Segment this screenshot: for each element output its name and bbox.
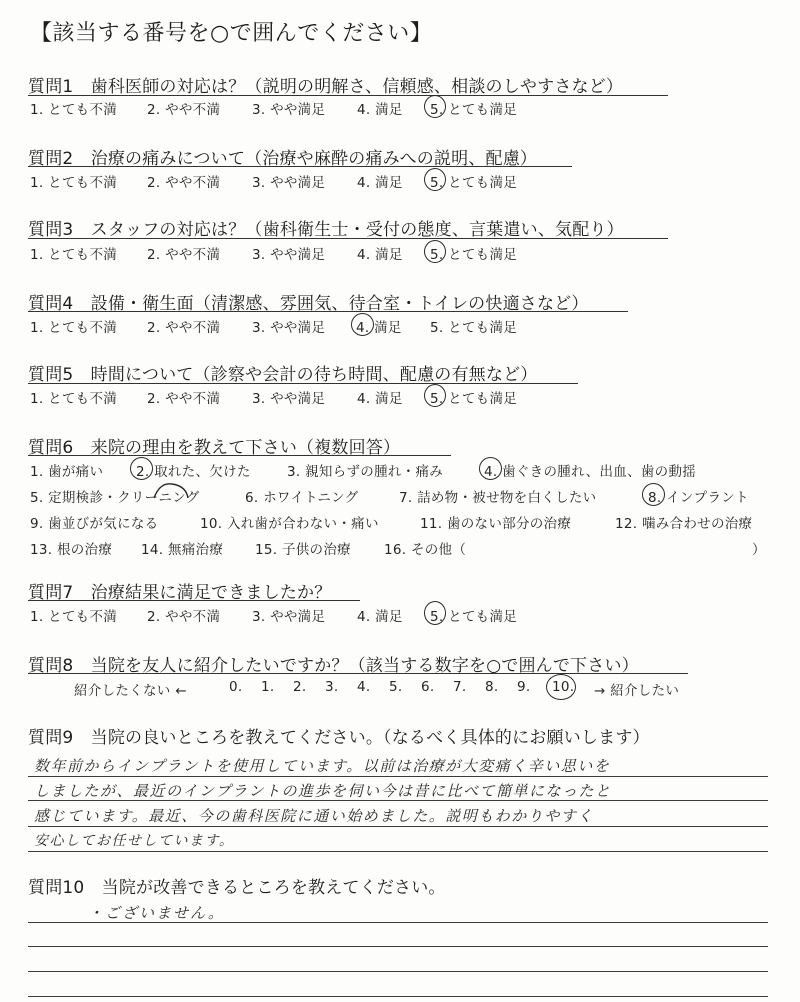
q2-option-1[interactable]: 1. とても不満 [30, 175, 118, 191]
q3-option-4[interactable]: 4. 満足 [357, 247, 403, 263]
question-2-title: 質問2 治療の痛みについて（治療や麻酔の痛みへの説明、配慮） [28, 149, 538, 169]
question-8-underline [28, 673, 688, 674]
q9-handwriting-line-1: 数年前からインプラントを使用しています。以前は治療が大変痛く辛い思いを [34, 757, 611, 775]
q9-handwriting-line-4: 安心してお任せしています。 [34, 833, 235, 849]
q8-scale-10[interactable]: 10. [552, 679, 575, 695]
q1-option-3[interactable]: 3. やや満足 [252, 102, 326, 118]
question-9-title: 質問9 当院の良いところを教えてください。（なるべく具体的にお願いします） [28, 728, 650, 748]
q6-option-8[interactable]: 8. インプラント [648, 490, 749, 506]
q5-selection-circle [424, 384, 446, 407]
question-4-title: 質問4 設備・衛生面（清潔感、雰囲気、待合室・トイレの快適さなど） [28, 294, 589, 314]
q6-selection-circle-4 [479, 457, 502, 480]
q5-option-4[interactable]: 4. 満足 [357, 391, 403, 407]
q3-option-2[interactable]: 2. やや不満 [147, 247, 221, 263]
q8-scale-high-label: → 紹介したい [594, 683, 680, 699]
question-1-underline [28, 95, 668, 96]
q6-option-9[interactable]: 9. 歯並びが気になる [30, 516, 159, 532]
q8-scale-3[interactable]: 3. [325, 679, 339, 695]
q4-selection-circle [351, 313, 374, 336]
q6-option-13[interactable]: 13. 根の治療 [30, 542, 113, 558]
question-7-underline [28, 600, 360, 601]
q2-selection-circle [424, 168, 446, 191]
q9-writing-line-1 [28, 776, 768, 777]
q6-option-5[interactable]: 5. 定期検診・クリーニング [30, 490, 200, 506]
q10-handwriting: ・ございません。 [88, 904, 225, 922]
question-2-underline [28, 166, 572, 167]
q8-scale-0[interactable]: 0. [229, 679, 243, 695]
q6-option-11[interactable]: 11. 歯のない部分の治療 [420, 516, 572, 532]
q6-option-4[interactable]: 4. 歯ぐきの腫れ、出血、歯の動揺 [484, 464, 697, 480]
q9-handwriting-line-3: 感じています。最近、今の歯科医院に通い始めました。説明もわかりやすく [34, 807, 594, 825]
q9-writing-line-3 [28, 826, 768, 827]
q7-selection-circle [424, 601, 446, 625]
q6-option-1[interactable]: 1. 歯が痛い [30, 464, 104, 480]
q8-selection-circle [546, 674, 576, 700]
question-10-title: 質問10 当院が改善できるところを教えてください。 [28, 878, 446, 898]
q6-option-3[interactable]: 3. 親知らずの腫れ・痛み [287, 464, 444, 480]
q5-option-2[interactable]: 2. やや不満 [147, 391, 221, 407]
q2-option-3[interactable]: 3. やや満足 [252, 175, 326, 191]
q7-option-3[interactable]: 3. やや満足 [252, 609, 326, 625]
q8-scale-1[interactable]: 1. [261, 679, 275, 695]
q6-option-10[interactable]: 10. 入れ歯が合わない・痛い [200, 516, 379, 532]
q3-selection-circle [424, 240, 446, 263]
q5-option-5[interactable]: 5. とても満足 [430, 391, 518, 407]
q10-writing-line-2 [28, 946, 768, 947]
question-4-underline [28, 311, 628, 312]
q8-scale-6[interactable]: 6. [421, 679, 435, 695]
q6-option-2[interactable]: 2. 取れた、欠けた [136, 464, 251, 480]
q3-option-5[interactable]: 5. とても満足 [430, 247, 518, 263]
q6-option-6[interactable]: 6. ホワイトニング [245, 490, 359, 506]
q9-handwriting-line-2: しましたが、最近のインプラントの進歩を伺い今は昔に比べて簡単になったと [34, 782, 612, 800]
q5-option-1[interactable]: 1. とても不満 [30, 391, 118, 407]
question-5-underline [28, 383, 578, 384]
q1-selection-circle [424, 95, 446, 118]
q6-option-16-close: ） [752, 542, 766, 558]
q4-option-4[interactable]: 4. 満足 [356, 320, 402, 336]
q2-option-5[interactable]: 5. とても満足 [430, 175, 518, 191]
q9-writing-line-4 [28, 851, 768, 852]
q4-option-3[interactable]: 3. やや満足 [252, 320, 326, 336]
q7-option-1[interactable]: 1. とても不満 [30, 609, 118, 625]
q8-scale-2[interactable]: 2. [293, 679, 307, 695]
question-7-title: 質問7 治療結果に満足できましたか？ [28, 583, 332, 603]
stray-pen-mark [150, 478, 194, 506]
q1-option-1[interactable]: 1. とても不満 [30, 102, 118, 118]
q8-scale-7[interactable]: 7. [453, 679, 467, 695]
q1-option-4[interactable]: 4. 満足 [357, 102, 403, 118]
q8-scale-4[interactable]: 4. [357, 679, 371, 695]
q2-option-4[interactable]: 4. 満足 [357, 175, 403, 191]
q1-option-5[interactable]: 5. とても満足 [430, 102, 518, 118]
q6-option-14[interactable]: 14. 無痛治療 [141, 542, 224, 558]
q10-writing-line-3 [28, 971, 768, 972]
form-header: 【該当する番号を○で囲んでください】 [30, 21, 433, 46]
question-5-title: 質問5 時間について（診察や会計の待ち時間、配慮の有無など） [28, 365, 538, 385]
question-6-title: 質問6 来院の理由を教えて下さい（複数回答） [28, 438, 401, 458]
q6-selection-circle-8 [642, 483, 665, 506]
question-8-title: 質問8 当院を友人に紹介したいですか？（該当する数字を○で囲んで下さい） [28, 656, 639, 676]
q7-option-2[interactable]: 2. やや不満 [147, 609, 221, 625]
question-6-underline [28, 455, 451, 456]
question-3-underline [28, 238, 668, 239]
q3-option-1[interactable]: 1. とても不満 [30, 247, 118, 263]
q4-option-2[interactable]: 2. やや不満 [147, 320, 221, 336]
question-1-title: 質問1 歯科医師の対応は？（説明の明解さ、信頼感、相談のしやすさなど） [28, 77, 624, 97]
q2-option-2[interactable]: 2. やや不満 [147, 175, 221, 191]
q6-option-12[interactable]: 12. 噛み合わせの治療 [615, 516, 753, 532]
q8-scale-9[interactable]: 9. [517, 679, 531, 695]
q3-option-3[interactable]: 3. やや満足 [252, 247, 326, 263]
q8-scale-low-label: 紹介したくない ← [74, 683, 187, 699]
q1-option-2[interactable]: 2. やや不満 [147, 102, 221, 118]
q6-option-16[interactable]: 16. その他（ [384, 542, 467, 558]
q7-option-4[interactable]: 4. 満足 [357, 609, 403, 625]
q5-option-3[interactable]: 3. やや満足 [252, 391, 326, 407]
q8-scale-5[interactable]: 5. [389, 679, 403, 695]
q4-option-5[interactable]: 5. とても満足 [430, 320, 518, 336]
q6-option-7[interactable]: 7. 詰め物・被せ物を白くしたい [399, 490, 597, 506]
q10-writing-line-4 [28, 996, 768, 997]
q6-option-15[interactable]: 15. 子供の治療 [255, 542, 351, 558]
question-3-title: 質問3 スタッフの対応は？（歯科衛生士・受付の態度、言葉遣い、気配り） [28, 220, 624, 240]
q4-option-1[interactable]: 1. とても不満 [30, 320, 118, 336]
q7-option-5[interactable]: 5. とても満足 [430, 609, 518, 625]
q6-selection-circle-2 [130, 457, 153, 480]
q8-scale-8[interactable]: 8. [485, 679, 499, 695]
